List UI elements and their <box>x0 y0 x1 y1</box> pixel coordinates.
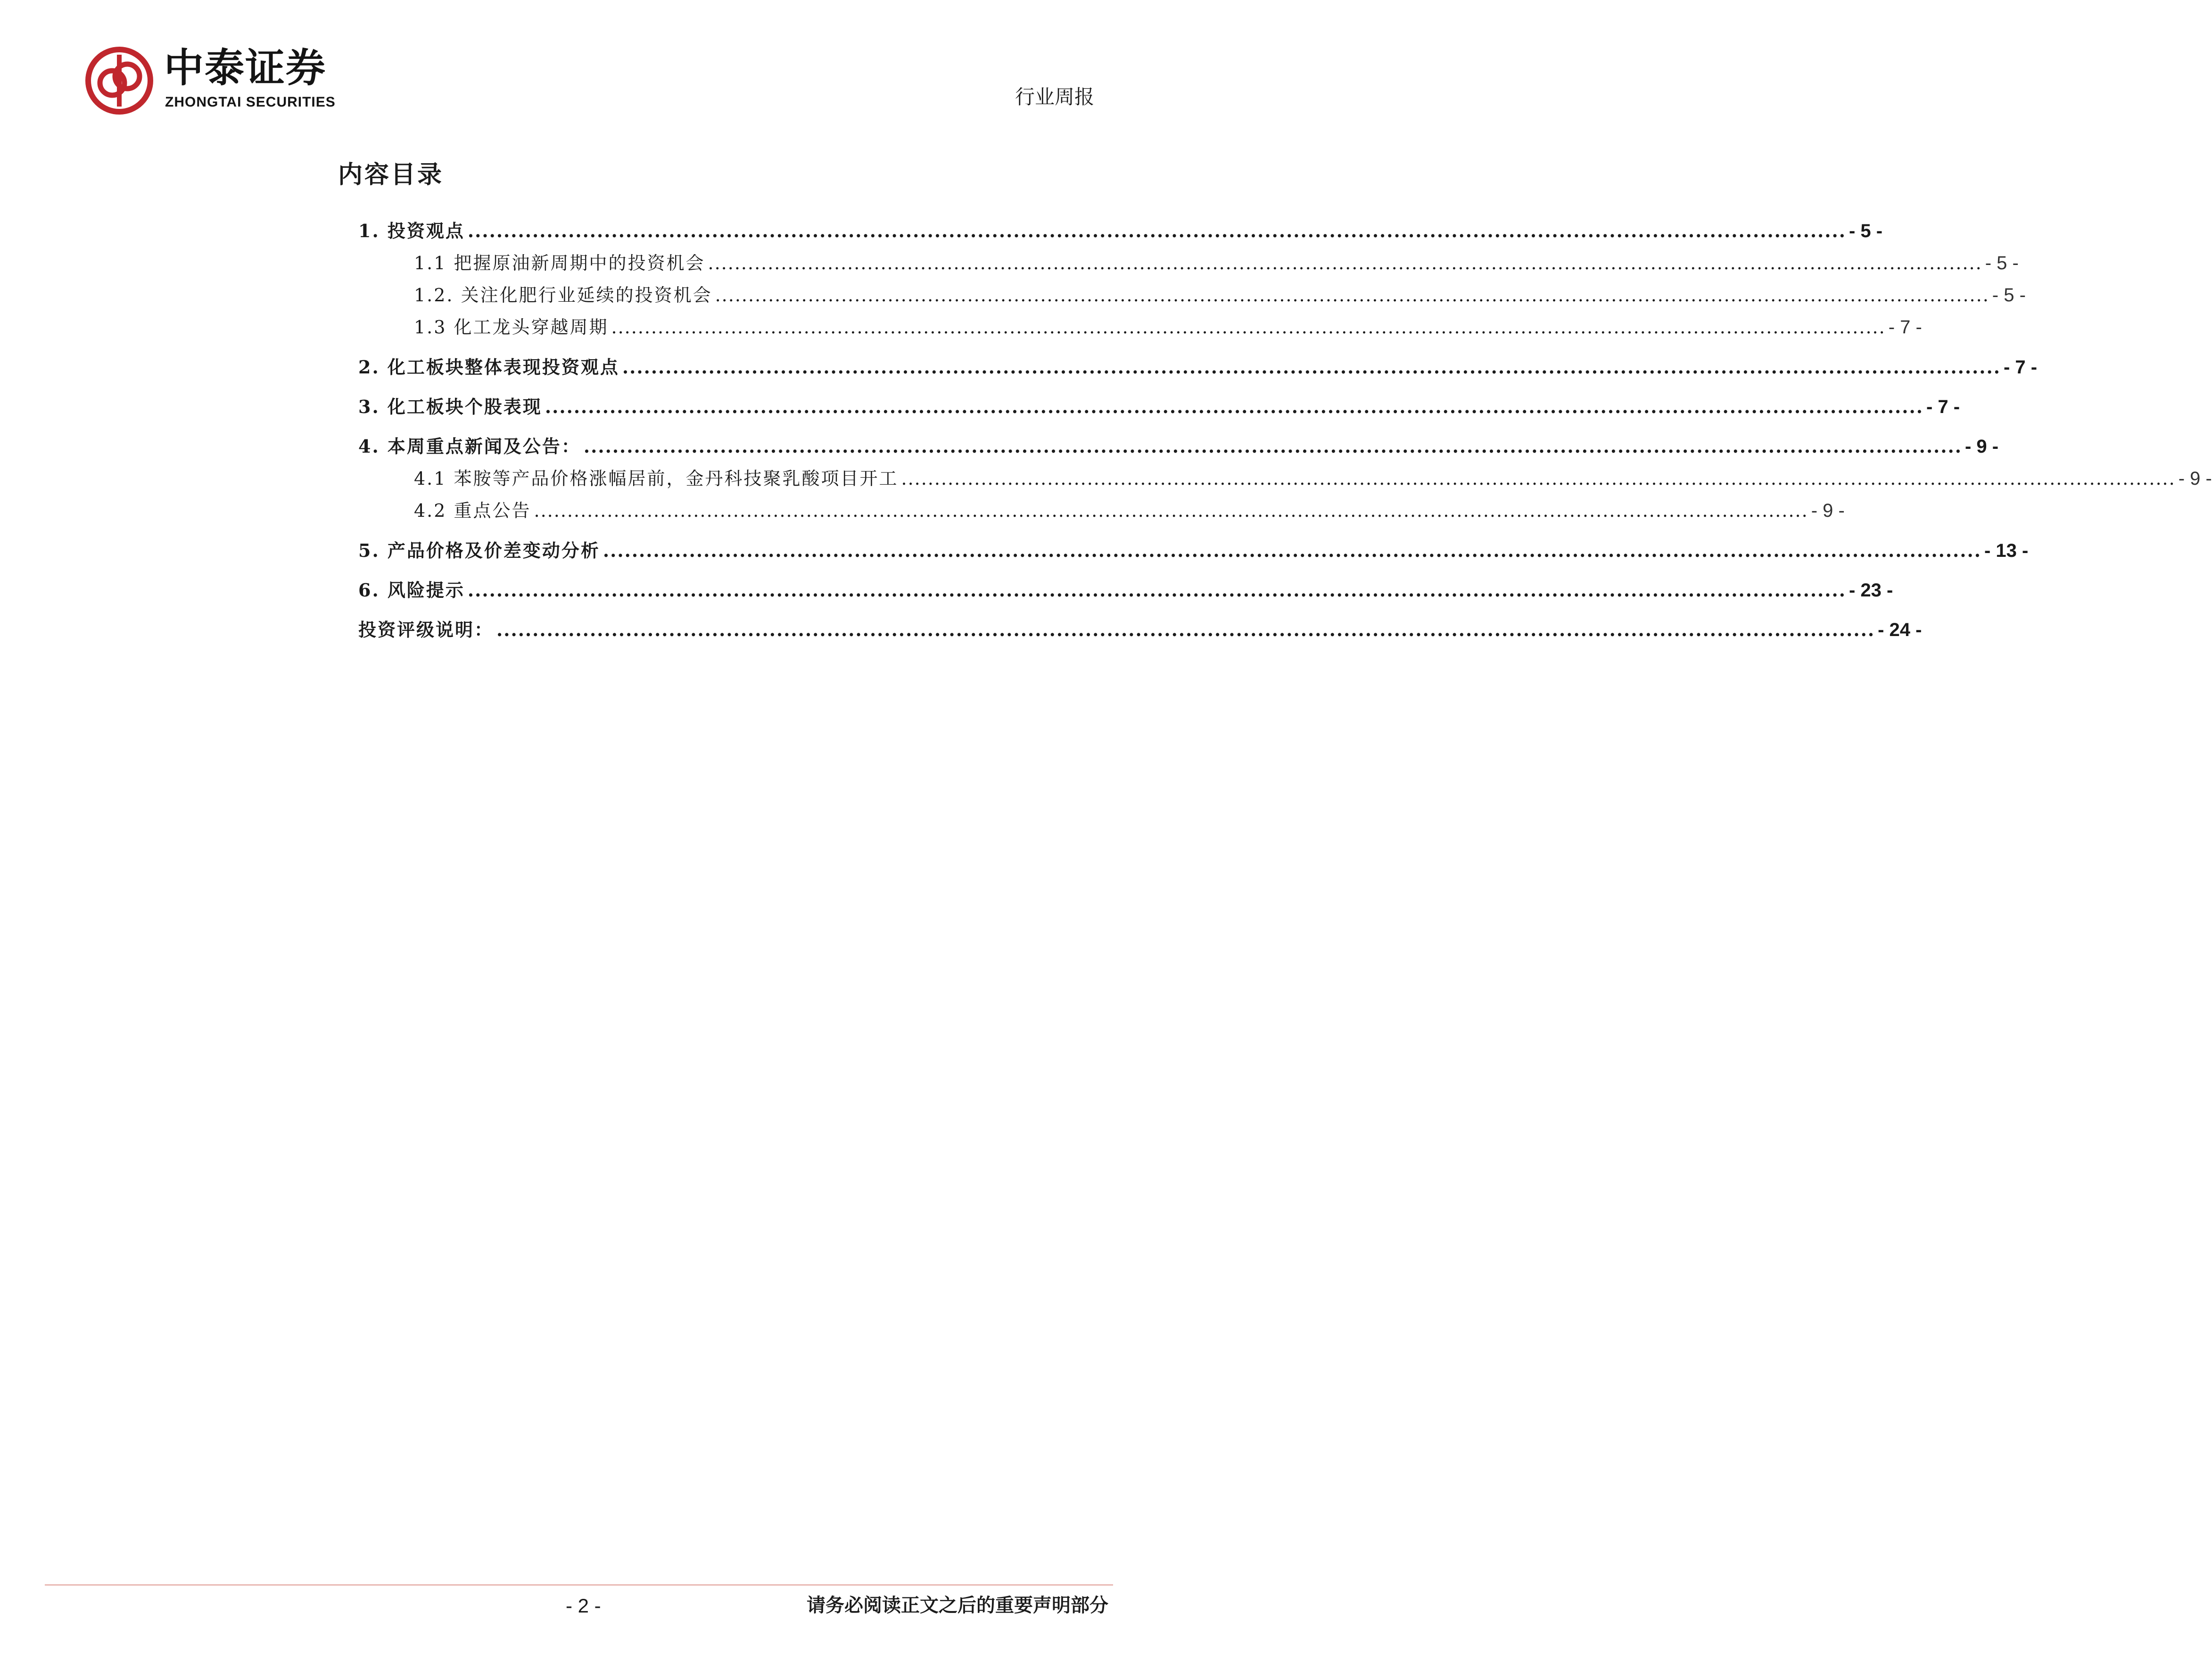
toc-leader-dots: ................................................................................................................................................................................................ <box>545 396 1923 417</box>
toc-entry-page: - 5 - <box>1985 253 2019 273</box>
toc-entry-page: - 5 - <box>1849 221 1883 241</box>
toc-leader-dots: ................................................................................................................................................................................................ <box>708 253 1982 273</box>
toc-entry-page: - 23 - <box>1849 580 1893 601</box>
toc-leader-dots: ................................................................................................................................................................................................ <box>901 468 2176 489</box>
toc-entry-label: 1.3 化工龙头穿越周期 <box>414 317 609 338</box>
toc-leader-dots: ................................................................................................................................................................................................ <box>496 619 1875 640</box>
toc-entry-page: - 9 - <box>1811 500 1845 521</box>
toc-entry-label: 投资评级说明： <box>358 619 494 640</box>
toc-leader-dots: ................................................................................................................................................................................................ <box>583 436 1962 457</box>
footer-disclaimer: 请务必阅读正文之后的重要声明部分 <box>807 1594 1108 1616</box>
logo-chinese-name: 中泰证券 <box>164 45 327 91</box>
toc-leader-dots: ................................................................................................................................................................................................ <box>467 579 1846 601</box>
toc-leader-dots: ................................................................................................................................................................................................ <box>467 220 1846 241</box>
toc-entry-page: - 5 - <box>1992 285 2026 306</box>
toc-entry-label: 6. 风险提示 <box>358 579 465 601</box>
toc-entry[interactable] <box>358 396 1960 417</box>
toc-entry-label: 2. 化工板块整体表现投资观点 <box>358 356 619 378</box>
toc-entry[interactable] <box>358 220 1883 241</box>
toc-entry-page: - 7 - <box>2003 357 2038 378</box>
toc-entry-label: 5. 产品价格及价差变动分析 <box>358 540 600 561</box>
toc-entry[interactable] <box>414 468 2212 489</box>
toc-entry[interactable] <box>414 500 1845 521</box>
toc-leader-dots: ................................................................................................................................................................................................ <box>534 500 1808 521</box>
toc-entry-label: 1.2. 关注化肥行业延续的投资机会 <box>414 285 712 306</box>
toc-entry-label: 4. 本周重点新闻及公告： <box>358 436 581 457</box>
toc-entry[interactable] <box>414 317 1922 338</box>
toc-entry[interactable] <box>358 619 1922 640</box>
toc-entry-label: 1. 投资观点 <box>358 220 465 241</box>
toc-entry[interactable] <box>358 579 1893 601</box>
toc-entry-page: - 9 - <box>1964 436 1999 457</box>
report-type-label: 行业周报 <box>1015 85 1094 108</box>
toc-leader-dots: ................................................................................................................................................................................................ <box>603 540 1981 561</box>
logo-english-name: ZHONGTAI SECURITIES <box>165 94 336 110</box>
toc-title: 内容目录 <box>338 160 444 189</box>
toc-entry[interactable] <box>414 253 2019 273</box>
toc-entry[interactable] <box>358 356 2038 378</box>
toc-leader-dots: ................................................................................................................................................................................................ <box>611 317 1886 338</box>
toc-leader-dots: ................................................................................................................................................................................................ <box>715 285 1989 306</box>
company-logo <box>85 46 349 117</box>
zhongtai-logo-icon <box>85 46 154 115</box>
footer-divider <box>45 1584 1113 1586</box>
toc-entry-label: 4.2 重点公告 <box>414 500 531 521</box>
toc-entry[interactable] <box>414 285 2026 306</box>
toc-entry-page: - 13 - <box>1984 540 2029 561</box>
toc-entry-page: - 9 - <box>2178 468 2212 489</box>
toc-entry-label: 3. 化工板块个股表现 <box>358 396 542 417</box>
toc-entry-page: - 24 - <box>1878 620 1922 640</box>
footer-page-number: - 2 - <box>566 1595 601 1617</box>
toc-entry-page: - 7 - <box>1888 317 1922 338</box>
toc-entry[interactable] <box>358 540 2029 561</box>
toc-entry-label: 1.1 把握原油新周期中的投资机会 <box>414 253 705 273</box>
toc-entry[interactable] <box>358 436 1999 457</box>
toc-entry-label: 4.1 苯胺等产品价格涨幅居前，金丹科技聚乳酸项目开工 <box>414 468 899 489</box>
toc-leader-dots: ................................................................................................................................................................................................ <box>622 356 2001 378</box>
toc-entry-page: - 7 - <box>1926 397 1960 417</box>
